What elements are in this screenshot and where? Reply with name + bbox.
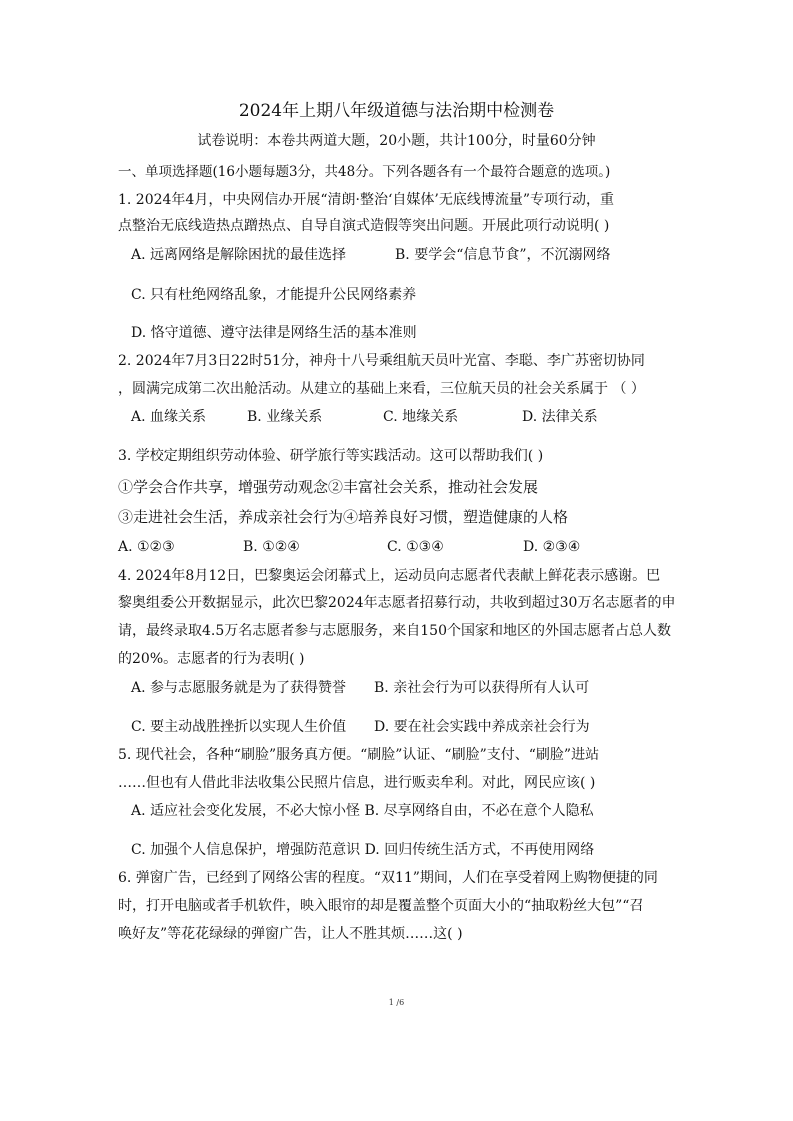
question-4-text: 的20%。志愿者的行为表明( )	[118, 651, 305, 667]
question-2-option-a: A. 血缘关系	[131, 409, 207, 425]
question-1-text: 点整治无底线造热点蹭热点、自导自演式造假等突出问题。开展此项行动说明( )	[118, 218, 610, 234]
question-2-option-c: C. 地缘关系	[383, 409, 459, 425]
question-3-option-d: D. ②③④	[523, 539, 581, 555]
question-3-option-b: B. ①②④	[243, 539, 300, 555]
question-5-text: 5. 现代社会，各种“刷脸”服务真方便。“刷脸”认证、“刷脸”支付、“刷脸”进站	[118, 747, 600, 763]
question-6-text: 6. 弹窗广告，已经到了网络公害的程度。“双11”期间，人们在享受着网上购物便捷的同	[118, 870, 658, 886]
question-4-option-a: A. 参与志愿服务就是为了获得赞誉	[131, 680, 347, 696]
page-number: 1 /6	[388, 998, 405, 1007]
question-2-option-b: B. 业缘关系	[247, 409, 323, 425]
question-4-option-c: C. 要主动战胜挫折以实现人生价值	[131, 719, 347, 735]
question-2-option-d: D. 法律关系	[522, 409, 598, 425]
exam-instructions: 试卷说明：本卷共两道大题，20小题，共计100分，时量60分钟	[197, 133, 596, 149]
section-heading: 一、单项选择题(16小题每题3分，共48分。下列各题各有一个最符合题意的选项。)	[118, 164, 611, 180]
question-1-option-a: A. 远离网络是解除困扰的最佳选择	[131, 247, 347, 263]
question-1-option-d: D. 恪守道德、遵守法律是网络生活的基本准则	[131, 325, 417, 341]
question-3-text: 3. 学校定期组织劳动体验、研学旅行等实践活动。这可以帮助我们( )	[118, 448, 544, 464]
question-5-text: ……但也有人借此非法收集公民照片信息，进行贩卖牟利。对此，网民应该( )	[118, 775, 596, 791]
question-5-options-cd: C. 加强个人信息保护，增强防范意识 D. 回归传统生活方式，不再使用网络	[131, 842, 595, 858]
question-4-option-d: D. 要在社会实践中养成亲社会行为	[374, 719, 590, 735]
page-title: 2024年上期八年级道德与法治期中检测卷	[238, 101, 555, 121]
question-6-text: 时，打开电脑或者手机软件，映入眼帘的却是覆盖整个页面大小的“抽取粉丝大包”“召	[118, 898, 644, 914]
question-2-text: 2. 2024年7月3日22时51分，神舟十八号乘组航天员叶光富、李聪、李广苏密切协同	[118, 353, 645, 369]
question-3-option-c: C. ①③④	[387, 539, 444, 555]
question-4-text: 4. 2024年8月12日，巴黎奥运会闭幕式上，运动员向志愿者代表献上鲜花表示感谢。巴	[118, 568, 661, 584]
question-6-text: 唤好友”等花花绿绿的弹窗广告，让人不胜其烦……这( )	[118, 926, 463, 942]
question-3-option-a: A. ①②③	[118, 539, 175, 555]
question-1-option-c: C. 只有杜绝网络乱象，才能提升公民网络素养	[131, 287, 417, 303]
question-4-text: 黎奥组委公开数据显示，此次巴黎2024年志愿者招募行动，共收到超过30万名志愿者的申	[118, 595, 676, 611]
question-4-text: 请，最终录取4.5万名志愿者参与志愿服务，来自150个国家和地区的外国志愿者占总人数	[118, 623, 671, 639]
question-5-options-ab: A. 适应社会变化发展，不必大惊小怪 B. 尽享网络自由，不必在意个人隐私	[131, 803, 594, 819]
question-3-statements: ①学会合作共享，增强劳动观念②丰富社会关系，推动社会发展	[118, 478, 539, 496]
question-3-statements: ③走进社会生活，养成亲社会行为④培养良好习惯，塑造健康的人格	[118, 508, 569, 526]
question-2-text: ，圆满完成第二次出舱活动。从建立的基础上来看，三位航天员的社会关系属于 （ ）	[118, 381, 645, 397]
question-1-option-b: B. 要学会“信息节食”，不沉溺网络	[395, 247, 611, 263]
question-1-text: 1. 2024年4月，中央网信办开展“清朗·整治‘自媒体’无底线博流量”专项行动，重	[118, 192, 615, 208]
question-4-option-b: B. 亲社会行为可以获得所有人认可	[374, 680, 590, 696]
